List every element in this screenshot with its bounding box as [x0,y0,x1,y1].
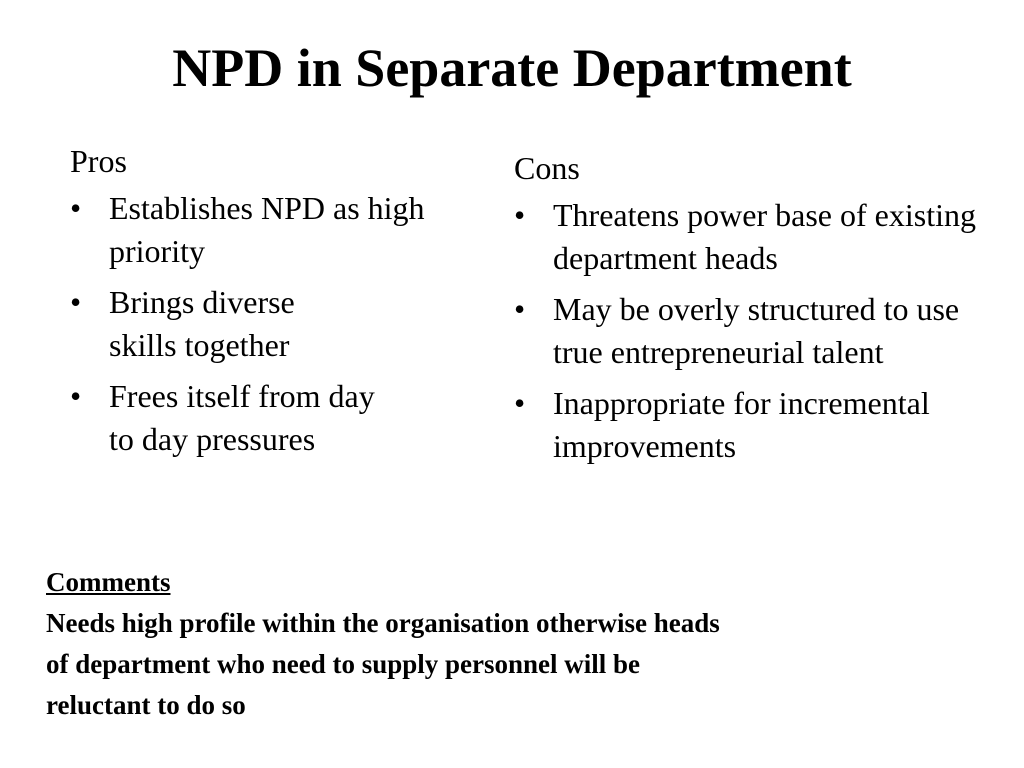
bullet-icon: • [514,197,526,233]
comments-section [46,562,946,726]
cons-item-text: Threatens power base of existing department heads [553,197,976,276]
pros-item [70,375,450,461]
bullet-icon: • [514,385,526,421]
cons-column [514,147,994,476]
pros-item-text: Frees itself from day to day pressures [109,378,375,457]
bullet-icon: • [70,284,82,320]
pros-item-text: Establishes NPD as high priority [109,190,425,269]
pros-item [70,187,450,273]
comments-body: Needs high profile within the organisation otherwise heads of department who need to supply personnel will be reluctant to do so [46,608,720,720]
cons-item [514,194,994,280]
cons-item [514,288,994,374]
cons-item-text: May be overly structured to use true entrepreneurial talent [553,291,960,370]
pros-item-text: Brings diverse skills together [109,284,295,363]
bullet-icon: • [70,190,82,226]
cons-list [514,194,994,468]
comments-heading: Comments [46,567,171,597]
pros-heading: Pros [70,143,127,179]
cons-item [514,382,994,468]
pros-item [70,281,450,367]
slide-title: NPD in Separate Department [172,38,852,98]
pros-list [70,187,450,461]
cons-item-text: Inappropriate for incremental improvements [553,385,930,464]
bullet-icon: • [514,291,526,327]
pros-column [70,140,450,469]
cons-heading: Cons [514,150,580,186]
bullet-icon: • [70,378,82,414]
